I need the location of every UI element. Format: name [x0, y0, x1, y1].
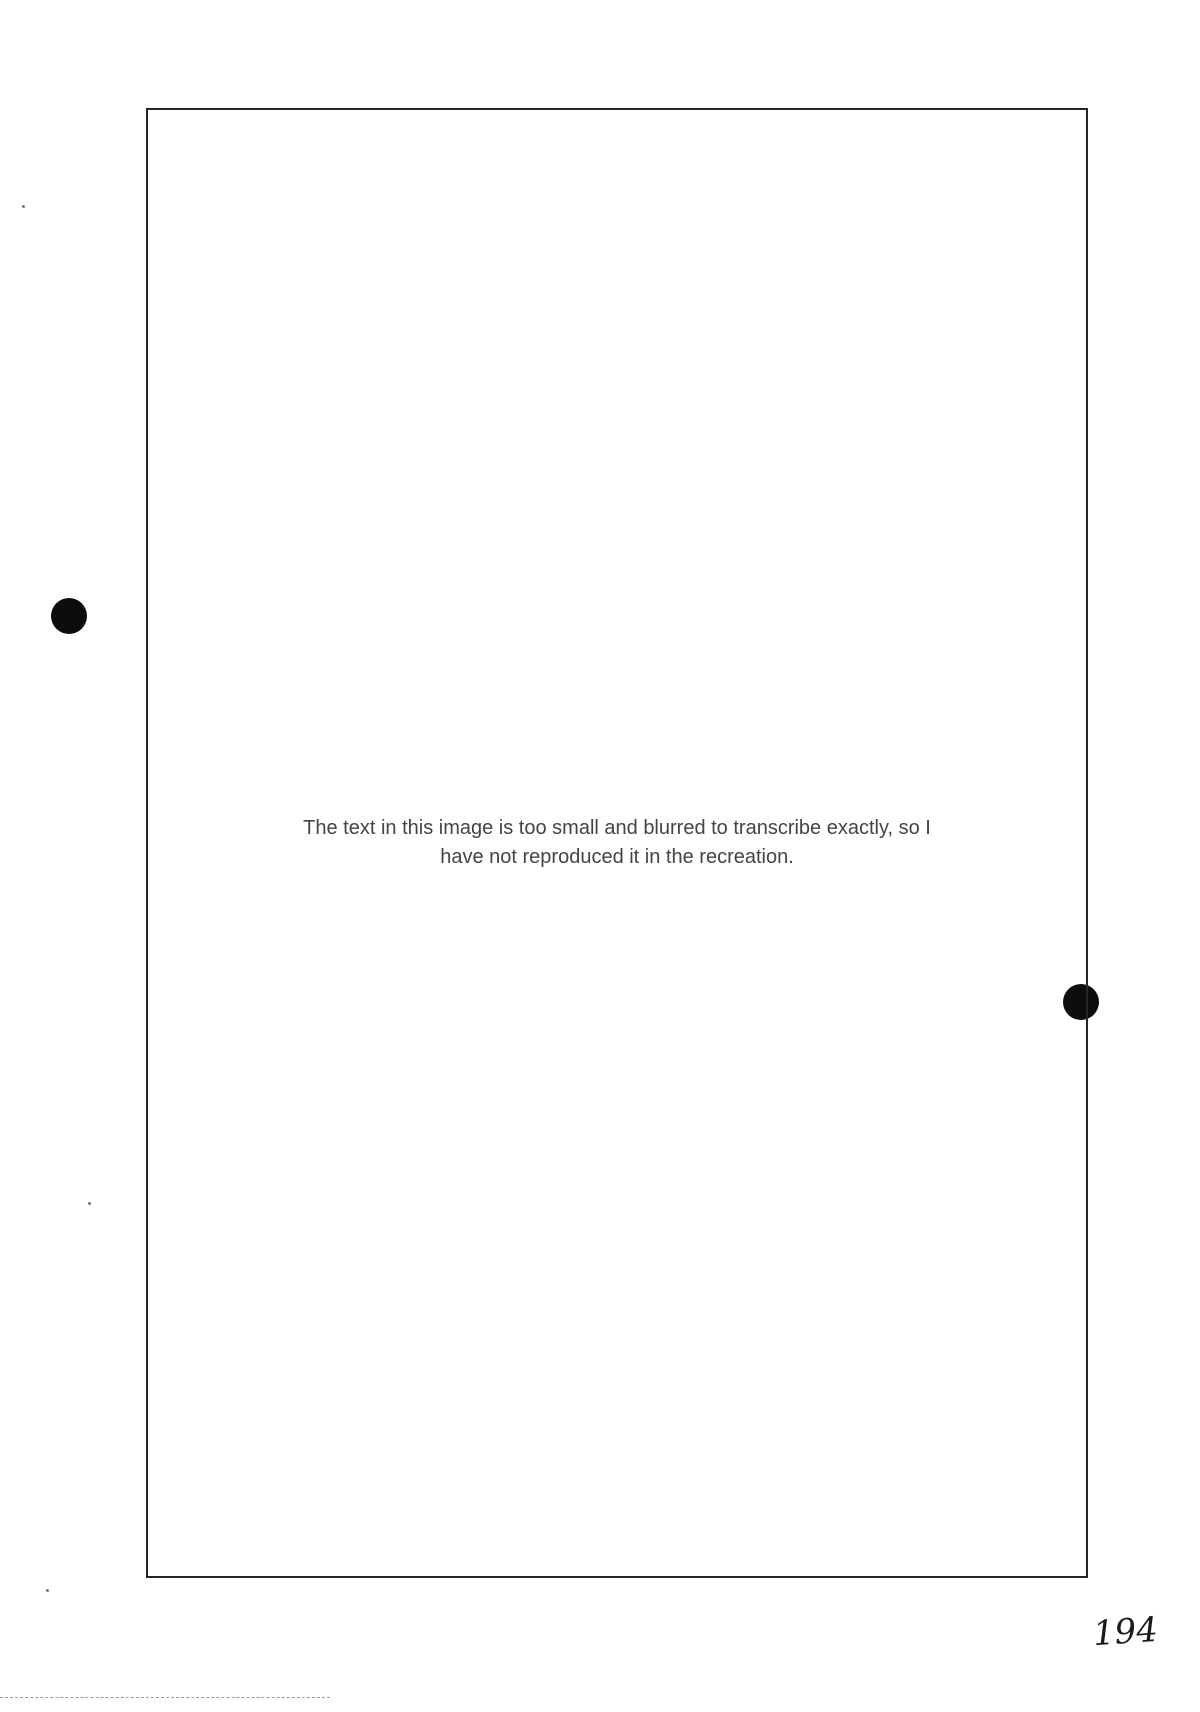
unreadable-text-note: The text in this image is too small and blurred to transcribe exactly, so I have not reproduced it in the recreation. [303, 817, 931, 868]
scan-speck [46, 1589, 49, 1592]
punch-hole-top [51, 598, 87, 634]
scan-speck [22, 205, 25, 208]
bottom-dashed-rule [0, 1697, 330, 1698]
rotated-table-frame [146, 108, 1088, 1578]
scan-speck [88, 1202, 91, 1205]
page-number: 194 [1091, 1609, 1160, 1655]
